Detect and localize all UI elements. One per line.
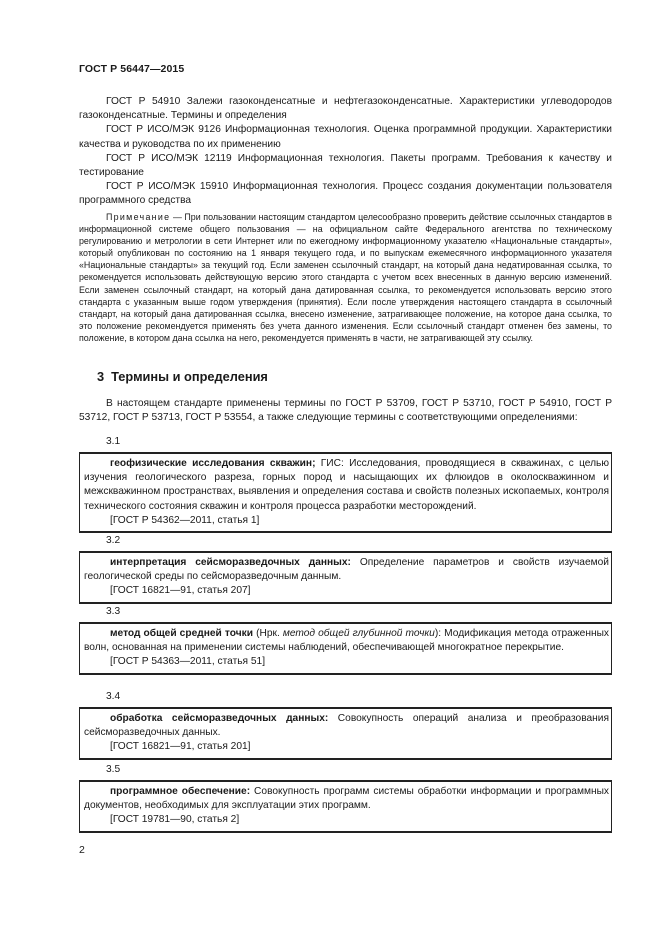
page-number: 2	[79, 844, 85, 856]
term-definition: Определение параметров и свойств изучаемой геологической среды по сейсморазведочным данным.	[84, 557, 609, 583]
term-source: [ГОСТ Р 54362—2011, статья 1]	[110, 514, 260, 526]
term-entry-box	[79, 452, 612, 533]
term-entry-box: метод общей средней точки (Нрк. метод общей глубинной точки): Модификация метода отраженных волн, основанная на применении системы наблюдений, обеспечивающей многократное перекрытие. [ГОСТ Р 54363—2011, статья 51]	[79, 622, 612, 675]
note-label: Примечание	[106, 212, 171, 222]
term-source: [ГОСТ 16821—91, статья 201]	[110, 741, 251, 753]
term-number: 3.2	[106, 535, 121, 546]
term-name: интерпретация сейсморазведочных данных:	[110, 557, 351, 568]
term-number: 3.5	[106, 764, 121, 775]
section-title: Термины и определения	[111, 369, 268, 384]
section-number: 3	[97, 369, 105, 384]
term-name: метод общей средней точки	[110, 628, 253, 639]
term-abbreviation: ГИС	[315, 458, 341, 469]
term-source: [ГОСТ 19781—90, статья 2]	[110, 814, 240, 826]
term-definition: : Модификация метода отраженных волн, основанная на применении системы наблюдений, обеспечивающей многократное перекрытие.	[84, 628, 609, 654]
reference-item: ГОСТ Р ИСО/МЭК 15910 Информационная технология. Процесс создания документации пользователя программного средства	[79, 181, 612, 207]
section-heading	[97, 369, 268, 384]
term-number: 3.4	[106, 691, 121, 702]
term-entry-box	[79, 707, 612, 760]
term-name: обработка сейсморазведочных данных:	[110, 713, 329, 724]
page-header-doc-id: ГОСТ Р 56447—2015	[79, 63, 185, 75]
reference-item: ГОСТ Р ИСО/МЭК 9126 Информационная технология. Оценка программной продукции. Характеристики качества и руководства по их применению	[79, 124, 612, 150]
reference-item: ГОСТ Р 54910 Залежи газоконденсатные и нефтегазоконденсатные. Характеристики углеводородов газоконденсатные. Термины и определения	[79, 96, 612, 122]
term-entry-box	[79, 780, 612, 833]
term-non-recommended: метод общей глубинной точки	[282, 628, 435, 639]
term-definition: : Исследования, проводящиеся в скважинах, с целью изучения геологического разреза, горных пород и насыщающих их флюидов в околоскважинном и межскважинном пространствах, выявления и определения состава и свойств полезных ископаемых, контроля технического состояния скважин и контроля процесса разработки месторождений.	[84, 458, 610, 512]
term-number: 3.3	[106, 606, 121, 617]
reference-item: ГОСТ Р ИСО/МЭК 12119 Информационная технология. Пакеты программ. Требования к качеству и тестирование	[79, 152, 612, 179]
term-name: программное обеспечение:	[110, 786, 251, 797]
term-definition: Совокупность операций анализа и преобразования сейсморазведочных данных.	[84, 713, 609, 739]
normative-references-list	[79, 95, 612, 209]
term-name: геофизические исследования скважин;	[110, 458, 316, 469]
note-text: — При пользовании настоящим стандартом целесообразно проверить действие ссылочных стандартов в информационной системе общего пользования — на официальном сайте Федерального агентства по техническому регулированию и метрологии в сети Интернет или по ежегодному информационному указателю «Национальные стандарты», который опубликован по состоянию на 1 января текущего года, и по выпускам ежемесячного информационного указателя «Национальные стандарты» за текущий год. Если заменен ссылочный стандарт, на который дана недатированная ссылка, то рекомендуется использовать действующую версию этого стандарта с учетом всех внесенных в данную версию изменений. Если заменен ссылочный стандарт, на который дана датированная ссылка, то рекомендуется использовать версию этого стандарта с указанным выше годом утверждения (принятия). Если после утверждения настоящего стандарта в ссылочный стандарт, на который дана датированная ссылка, внесено изменение, затрагивающее положение, на которое дана ссылка, то это положение рекомендуется применять без учета данного изменения. Если ссылочный стандарт отменен без замены, то положение, в котором дана ссылка на него, рекомендуется применять в части, не затрагивающей эту ссылку.	[79, 212, 612, 343]
term-number: 3.1	[106, 436, 121, 447]
term-source: [ГОСТ 16821—91, статья 207]	[110, 585, 251, 597]
term-entry-box	[79, 551, 612, 604]
references-note	[79, 211, 612, 344]
section-intro: В настоящем стандарте применены термины по ГОСТ Р 53709, ГОСТ Р 53710, ГОСТ Р 54910, ГОСТ Р 53712, ГОСТ Р 53713, ГОСТ Р 53554, а также следующие термины с соответствующими определениями:	[79, 398, 612, 423]
term-definition: Совокупность программ системы обработки информации и программных документов, необходимых для эксплуатации этих программ.	[84, 786, 610, 812]
term-source: [ГОСТ Р 54363—2011, статья 51]	[110, 656, 266, 668]
